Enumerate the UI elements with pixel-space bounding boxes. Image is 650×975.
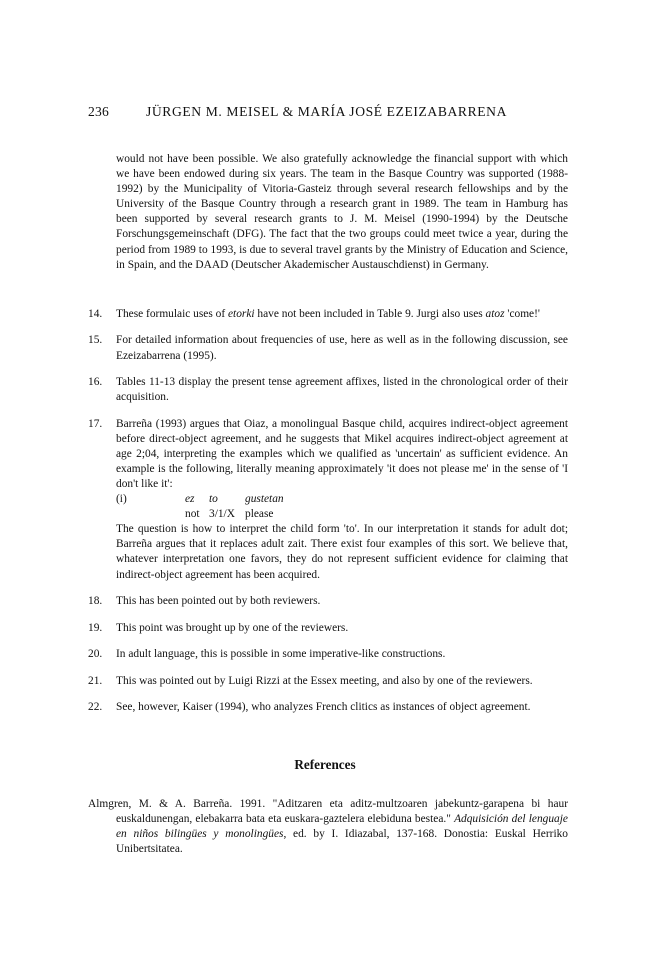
example-number: (i)	[116, 493, 127, 506]
note-number: 22.	[88, 701, 103, 713]
note-20	[88, 647, 568, 662]
reference-title: Adquisición del lenguaje en niños bilingües y monolingües	[116, 813, 568, 841]
note-number: 21.	[88, 674, 103, 687]
note-text: See, however, Kaiser (1994), who analyzes French clitics as instances of object agreement.	[116, 701, 531, 713]
note-16	[88, 375, 568, 405]
note-text	[116, 307, 568, 322]
gloss-word: 3/1/X	[209, 508, 235, 521]
gloss-word: not	[185, 508, 200, 521]
reference-entry	[88, 797, 568, 857]
note-number: 17.	[88, 417, 103, 430]
reference-text: Almgren, M. & A. Barreña. 1991. "Aditzaren eta aditz-multzoaren jabekuntz-garapena bi haur euskaldunengan, elebakarra bata eta euskara-gaztelera elebiduna bestea."	[88, 798, 568, 826]
note-text: The question is how to interpret the child form 'to'. In our interpretation it stands for adult dot; Barreña argues that it replaces adult zait. There exist four examples of this sort. We believe that, whatever interpretation one favors, they do not represent sufficient evidence for claiming that indirect-object agreement has been acquired.	[116, 523, 568, 581]
note-number: 15.	[88, 334, 103, 347]
running-head	[88, 104, 568, 120]
running-title: JÜRGEN M. MEISEL & MARÍA JOSÉ EZEIZABARRENA	[146, 104, 507, 119]
note-text: This was pointed out by Luigi Rizzi at the Essex meeting, and also by one of the reviewers.	[116, 674, 533, 687]
note-text-part: These formulaic uses of	[116, 308, 228, 320]
italic-term: etorki	[227, 308, 255, 320]
note-13-continuation: would not have been possible. We also gratefully acknowledge the financial support with which we have been endowed during six years. The team in the Basque Country was supported (1988-1992) by the Municipality of Vitoria-Gasteiz through several research fellowships and by the University of the Basque Country through a research grant in 1989. The team in Hamburg has been supported by several research grants to J. M. Meisel (1990-1994) by the Deutsche Forschungsgemeinschaft (DFG). The fact that the two groups could meet twice a year, during the period from 1989 to 1993, is due to several travel grants by the Ministry of Education and Science, in Spain, and the DAAD (Deutscher Akademischer Austauschdienst) in Germany.	[116, 153, 568, 271]
references-heading: References	[294, 757, 356, 772]
gloss-word: please	[245, 508, 274, 521]
note-text-part: 'come!'	[504, 308, 540, 320]
note-22	[88, 700, 568, 715]
example-word: to	[209, 493, 218, 506]
example-words	[185, 492, 305, 507]
italic-term: atoz	[485, 308, 505, 320]
note-19	[88, 621, 568, 636]
note-text: This has been pointed out by both reviewers.	[116, 595, 321, 608]
note-number: 18.	[88, 595, 103, 608]
note-text: Barreña (1993) argues that Oiaz, a monolingual Basque child, acquires indirect-object agreement before direct-object agreement, and he suggests that Mikel acquires indirect-object agreement at age 2;04, interpreting the examples which we qualified as 'uncertain' as sufficient evidence. An example is the following, literally meaning approximately 'it does not please me' in the sense of 'I don't like it':	[116, 417, 568, 491]
example-body	[185, 492, 305, 522]
note-17	[88, 417, 568, 583]
endnotes	[88, 307, 568, 726]
note-text-part: have not been included in Table 9. Jurgi also uses	[254, 308, 486, 320]
example	[116, 492, 568, 522]
note-text: For detailed information about frequencies of use, here as well as in the following discussion, see Ezeizabarrena (1995).	[116, 334, 568, 362]
page-number: 236	[88, 104, 109, 119]
example-word: gustetan	[245, 493, 284, 506]
note-text: Tables 11-13 display the present tense agreement affixes, listed in the chronological order of their acquisition.	[116, 376, 568, 404]
note-text: In adult language, this is possible in some imperative-like constructions.	[116, 648, 446, 661]
note-text: This point was brought up by one of the reviewers.	[116, 621, 349, 634]
note-18	[88, 594, 568, 609]
example-gloss	[185, 507, 305, 522]
reference-text: , ed. by I. Idiazabal, 137-168. Donostia: Euskal Herriko Unibertsitatea.	[116, 828, 568, 856]
note-14	[88, 307, 568, 322]
note-21	[88, 674, 568, 689]
note-number: 20.	[88, 648, 103, 661]
example-word: ez	[185, 493, 195, 506]
note-number: 16.	[88, 376, 103, 389]
note-number: 19.	[88, 621, 103, 634]
note-15	[88, 333, 568, 363]
references-list	[88, 797, 568, 857]
note-number: 14.	[88, 308, 103, 320]
